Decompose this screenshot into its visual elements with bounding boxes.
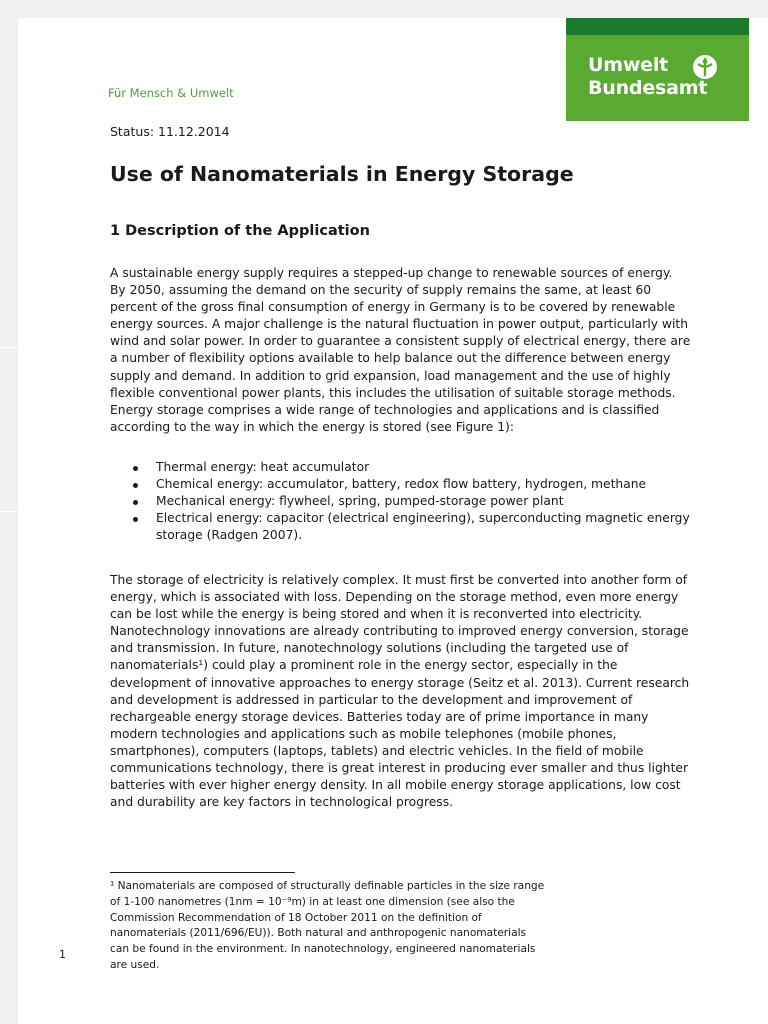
footnote-line: ¹ Nanomaterials are composed of structurally definable particles in the size range (110, 880, 545, 892)
tree-person-icon (693, 55, 717, 79)
edge-mark (0, 511, 18, 512)
energy-types-list (110, 459, 710, 544)
footnote-line: are used. (110, 958, 160, 971)
edge-mark (0, 347, 18, 348)
uba-logo (566, 18, 749, 121)
list-item-text: Chemical energy: accumulator, battery, redox flow battery, hydrogen, methane (156, 477, 647, 492)
text-line: development of innovative approaches to energy storage (Seitz et al. 2013). Current research (110, 675, 690, 690)
document-title: Use of Nanomaterials in Energy Storage (110, 162, 574, 186)
text-line: a number of flexibility options available to help balance out the difference between energy (110, 351, 671, 366)
status-date: Status: 11.12.2014 (110, 124, 230, 139)
text-line: can be lost while the energy is being stored and when it is reconverted into electricity. (110, 607, 643, 622)
list-item (110, 459, 710, 476)
text-line: rechargeable energy storage devices. Batteries today are of prime importance in many (110, 709, 649, 724)
logo-text-umwelt: Umwelt (588, 54, 669, 76)
text-line: energy, which is associated with loss. Depending on the storage method, even more energy (110, 590, 679, 605)
document-page (18, 18, 768, 1024)
footnote (110, 879, 580, 974)
text-line: wind and solar power. In order to guarantee a consistent supply of electrical energy, there are (110, 334, 691, 349)
text-line: energy sources. A major challenge is the natural fluctuation in power output, particularly with (110, 317, 689, 332)
tagline: Für Mensch & Umwelt (108, 86, 234, 100)
list-item (110, 493, 710, 510)
footnote-line: Commission Recommendation of 18 October 2011 on the definition of (110, 911, 482, 924)
list-item-text: Mechanical energy: flywheel, spring, pumped-storage power plant (156, 494, 564, 509)
text-line: smartphones), computers (laptops, tablets) and electric vehicles. In the field of mobile (110, 743, 644, 758)
footnote-line: can be found in the environment. In nanotechnology, engineered nanomaterials (110, 943, 536, 956)
footnote-line: nanomaterials (2011/696/EU)). Both natural and anthropogenic nanomaterials (110, 927, 527, 940)
text-line: A sustainable energy supply requires a stepped-up change to renewable sources of energy. (110, 266, 673, 280)
list-item-text: Electrical energy: capacitor (electrical engineering), superconducting magnetic energy (156, 511, 690, 526)
list-item-text: storage (Radgen 2007). (156, 528, 303, 543)
intro-paragraph (110, 265, 700, 436)
section-heading: 1 Description of the Application (110, 223, 370, 239)
text-line: modern technologies and applications such as mobile telephones (mobile phones, (110, 726, 617, 741)
text-line: communications technology, there is great interest in producing ever smaller and thus lighter (110, 761, 689, 776)
text-line: Energy storage comprises a wide range of technologies and applications and is classified (110, 402, 660, 417)
footnote-line: of 1-100 nanometres (1nm = 10⁻⁹m) in at least one dimension (see also the (110, 895, 515, 908)
text-line: and development is addressed in particular to the development and improvement of (110, 692, 633, 707)
list-item (110, 476, 710, 493)
text-line: and transmission. In future, nanotechnology solutions (including the targeted use of (110, 641, 629, 656)
logo-text-bundesamt: Bundesamt (588, 77, 708, 99)
list-item (110, 510, 710, 544)
text-line: batteries with ever higher energy density. In all mobile energy storage applications, low cost (110, 778, 681, 793)
text-line: supply and demand. In addition to grid expansion, load management and the use of highly (110, 368, 671, 383)
text-line: nanomaterials¹) could play a prominent role in the energy sector, especially in the (110, 658, 618, 673)
text-line: percent of the gross final consumption of energy in Germany is to be covered by renewable (110, 300, 676, 315)
list-item-text: Thermal energy: heat accumulator (156, 460, 370, 474)
page-number: 1 (59, 948, 66, 961)
body-paragraph (110, 572, 700, 811)
text-line: flexible conventional power plants, this includes the utilisation of suitable storage methods. (110, 385, 676, 400)
text-line: The storage of electricity is relatively complex. It must first be converted into another form of (110, 573, 688, 587)
text-line: and durability are key factors in technological progress. (110, 795, 454, 810)
text-line: By 2050, assuming the demand on the security of supply remains the same, at least 60 (110, 283, 652, 298)
text-line: according to the way in which the energy is stored (see Figure 1): (110, 419, 514, 434)
text-line: Nanotechnology innovations are already contributing to improved energy conversion, storage (110, 624, 689, 639)
footnote-divider (110, 872, 295, 873)
logo-top-bar (566, 18, 749, 35)
